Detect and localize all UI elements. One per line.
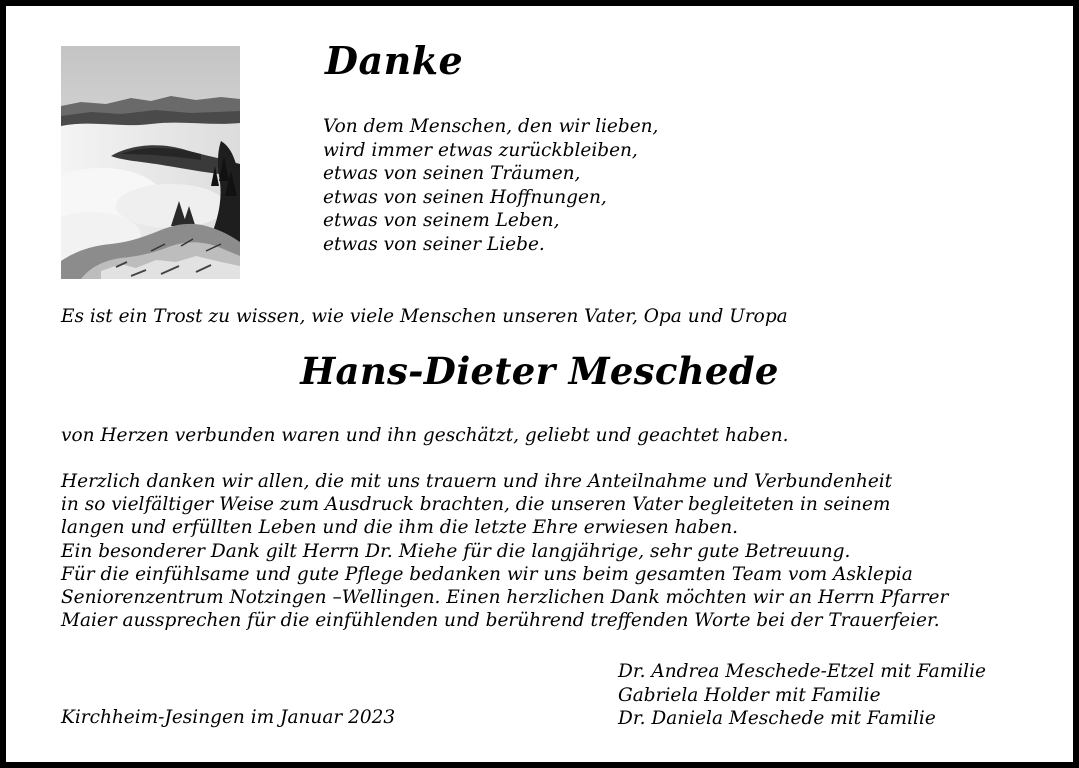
- poem-line: etwas von seinem Leben,: [323, 210, 560, 231]
- poem: [323, 115, 658, 256]
- intro-text: Es ist ein Trost zu wissen, wie viele Menschen unseren Vater, Opa und Uropa: [61, 306, 788, 327]
- poem-line: etwas von seinen Hoffnungen,: [323, 186, 607, 208]
- signer: Dr. Daniela Meschede mit Familie: [618, 708, 936, 729]
- paragraph-line: Maier aussprechen für die einfühlenden und berührend treffenden Worte bei der Trauerfeier.: [61, 610, 940, 632]
- poem-line: etwas von seiner Liebe.: [323, 233, 545, 255]
- paragraph-line: langen und erfüllten Leben und die ihm die letzte Ehre erwiesen haben.: [61, 517, 739, 539]
- landscape-photo: [61, 46, 240, 279]
- deceased-name: Hans-Dieter Meschede: [300, 349, 779, 393]
- paragraph-line: Ein besonderer Dank gilt Herrn Dr. Miehe für die langjährige, sehr gute Betreuung.: [61, 540, 851, 562]
- thanks-paragraph: [61, 470, 948, 632]
- signers-list: [618, 660, 986, 731]
- paragraph-line: Herzlich danken wir allen, die mit uns trauern und ihre Anteilnahme und Verbundenheit: [61, 471, 893, 492]
- place-date: Kirchheim-Jesingen im Januar 2023: [61, 707, 396, 728]
- paragraph-line: in so vielfältiger Weise zum Ausdruck brachten, die unseren Vater begleiteten in seinem: [61, 494, 891, 516]
- poem-line: Von dem Menschen, den wir lieben,: [323, 116, 659, 137]
- poem-line: wird immer etwas zurückbleiben,: [323, 139, 638, 161]
- poem-line: etwas von seinen Träumen,: [323, 163, 581, 184]
- signer: Gabriela Holder mit Familie: [618, 684, 881, 706]
- paragraph-line: Für die einfühlsame und gute Pflege bedanken wir uns beim gesamten Team vom Asklepia: [61, 563, 913, 585]
- signer: Dr. Andrea Meschede-Etzel mit Familie: [618, 661, 986, 682]
- paragraph-line: Seniorenzentrum Notzingen –Wellingen. Einen herzlichen Dank möchten wir an Herrn Pfarrer: [61, 587, 949, 609]
- page-title: Danke: [325, 38, 464, 83]
- connected-text: von Herzen verbunden waren und ihn geschätzt, geliebt und geachtet haben.: [61, 425, 789, 446]
